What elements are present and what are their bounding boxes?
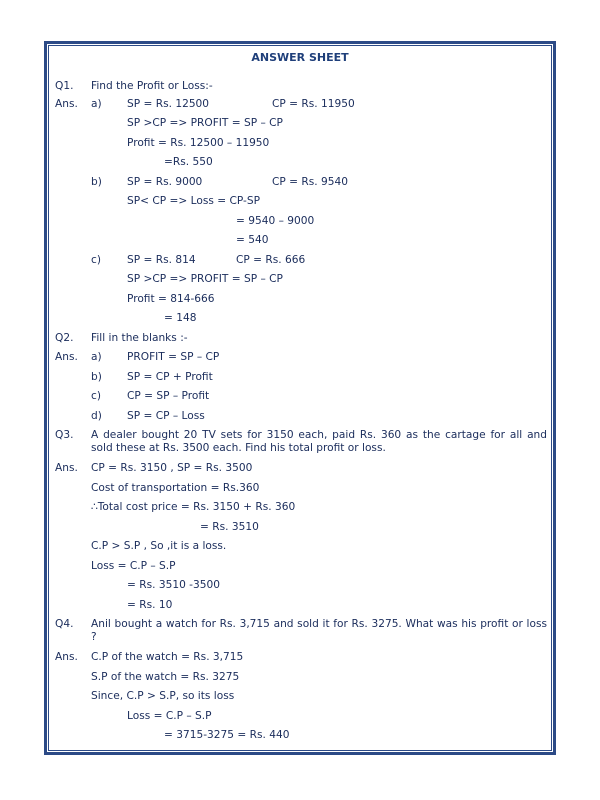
q2a-text: PROFIT = SP – CP (127, 351, 220, 363)
q4-line4: Loss = C.P – S.P (127, 710, 212, 722)
q2d-label: d) (91, 410, 102, 422)
q1-number: Q1. (55, 80, 74, 92)
q4-question: Anil bought a watch for Rs. 3,715 and sold it for Rs. 3275. What was his profit or loss ? (91, 618, 547, 643)
q1c-line1: SP >CP => PROFIT = SP – CP (127, 273, 283, 285)
q1a-sp: SP = Rs. 12500 (127, 98, 210, 110)
q2b-text: SP = CP + Profit (127, 371, 213, 383)
q1b-sp: SP = Rs. 9000 (127, 176, 203, 188)
page-title: ANSWER SHEET (251, 51, 349, 64)
q3-number: Q3. (55, 429, 74, 441)
q1c-line3: = 148 (164, 312, 197, 324)
q1b-line3: = 540 (236, 234, 269, 246)
q1a-cp: CP = Rs. 11950 (272, 98, 355, 110)
q2d-text: SP = CP – Loss (127, 410, 205, 422)
q3-line3: ∴Total cost price = Rs. 3150 + Rs. 360 (91, 501, 296, 513)
q1c-line2: Profit = 814-666 (127, 293, 215, 305)
q1b-cp: CP = Rs. 9540 (272, 176, 348, 188)
q3-line2: Cost of transportation = Rs.360 (91, 482, 260, 494)
q4-line1: C.P of the watch = Rs. 3,715 (91, 651, 244, 663)
q1b-line1: SP< CP => Loss = CP-SP (127, 195, 260, 207)
q1a-label: a) (91, 98, 102, 110)
q2c-label: c) (91, 390, 101, 402)
q2-number: Q2. (55, 332, 74, 344)
q1a-line2: Profit = Rs. 12500 – 11950 (127, 137, 270, 149)
q2c-text: CP = SP – Profit (127, 390, 210, 402)
q1-ans-label: Ans. (55, 98, 78, 110)
q4-ans-label: Ans. (55, 651, 78, 663)
q4-line2: S.P of the watch = Rs. 3275 (91, 671, 240, 683)
q1c-sp: SP = Rs. 814 (127, 254, 196, 266)
q3-line8: = Rs. 10 (127, 599, 173, 611)
q1c-cp: CP = Rs. 666 (236, 254, 306, 266)
q3-line7: = Rs. 3510 -3500 (127, 579, 220, 591)
q2-question: Fill in the blanks :- (91, 332, 188, 344)
q1a-line1: SP >CP => PROFIT = SP – CP (127, 117, 283, 129)
q4-line3: Since, C.P > S.P, so its loss (91, 690, 235, 702)
page-border-inner (48, 45, 552, 751)
q3-line4: = Rs. 3510 (200, 521, 259, 533)
q1a-line3: =Rs. 550 (164, 156, 213, 168)
q2b-label: b) (91, 371, 102, 383)
q3-ans-label: Ans. (55, 462, 78, 474)
q1c-label: c) (91, 254, 101, 266)
q3-line5: C.P > S.P , So ,it is a loss. (91, 540, 227, 552)
q3-line1: CP = Rs. 3150 , SP = Rs. 3500 (91, 462, 253, 474)
q2a-label: a) (91, 351, 102, 363)
q3-line6: Loss = C.P – S.P (91, 560, 176, 572)
q1b-line2: = 9540 – 9000 (236, 215, 315, 227)
q1b-label: b) (91, 176, 102, 188)
q2-ans-label: Ans. (55, 351, 78, 363)
q4-line5: = 3715-3275 = Rs. 440 (164, 729, 290, 741)
q3-question: A dealer bought 20 TV sets for 3150 each, paid Rs. 360 as the cartage for all and sold these at Rs. 3500 each. Find his total profit or loss. (91, 429, 547, 454)
q1-question: Find the Profit or Loss:- (91, 80, 213, 92)
q4-number: Q4. (55, 618, 74, 630)
